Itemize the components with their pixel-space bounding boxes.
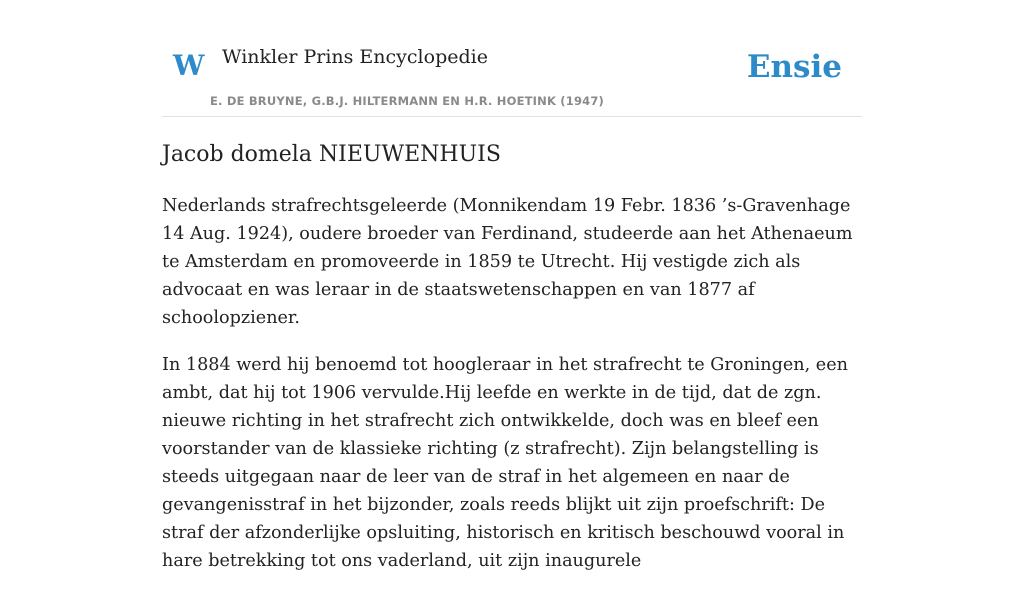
article-paragraph: In 1884 werd hij benoemd tot hoogleraar in het strafrecht te Groningen, een ambt, dat hij tot 1906 vervulde.Hij leefde en werkte in de tijd, dat de zgn. nieuwe richting in het strafrecht zich ontwikkelde, doch was en bleef een voorstander van de klassieke richting (z strafrecht). Zijn belangstelling is steeds uitgegaan naar de leer van de straf in het algemeen en naar de gevangenisstraf in het bijzonder, zoals reeds blijkt uit zijn proefschrift: De straf der afzonderlijke opsluiting, historisch en kritisch beschouwd vooral in hare betrekking tot ons vaderland, uit zijn inaugurele [162,355,848,571]
source-title[interactable]: Winkler Prins Encyclopedie [222,46,488,68]
winkler-prins-logo-icon[interactable]: W [173,49,205,82]
article-paragraph: Nederlands strafrechtsgeleerde (Monnikendam 19 Febr. 1836 ’s-Gravenhage 14 Aug. 1924), oudere broeder van Ferdinand, studeerde aan het Athenaeum te Amsterdam en promoveerde in 1859 te Utrecht. Hij vestigde zich als advocaat en was leraar in de staatswetenschappen en van 1877 af schoolopziener. [162,196,853,328]
site-header [162,0,862,117]
source-authors: E. DE BRUYNE, G.B.J. HILTERMANN EN H.R. HOETINK (1947) [210,94,605,108]
ensie-logo-link[interactable]: Ensie [746,49,842,85]
article-title: Jacob domela NIEUWENHUIS [162,142,501,167]
article [162,140,862,594]
